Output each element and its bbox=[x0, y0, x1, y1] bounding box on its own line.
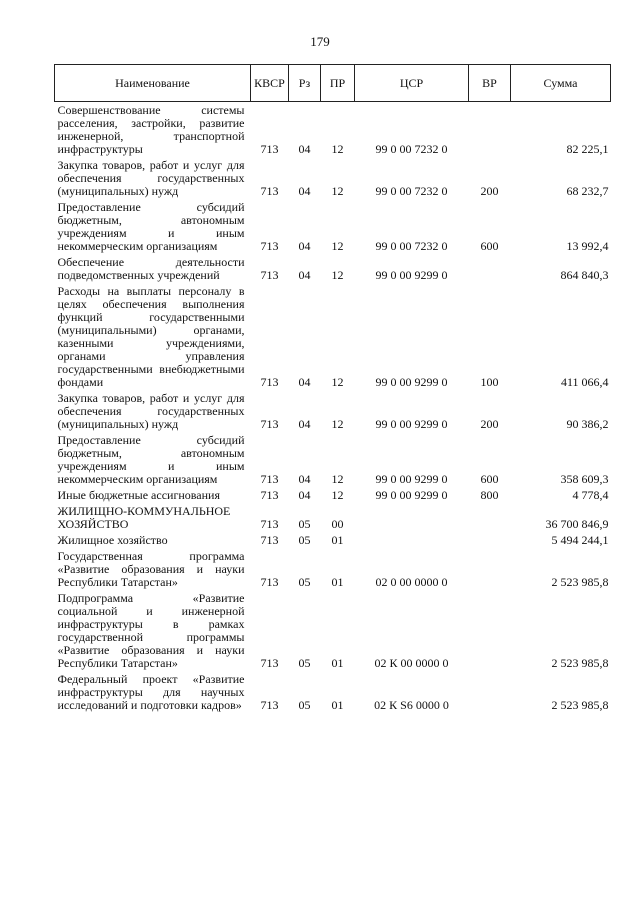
table-row bbox=[55, 532, 611, 548]
table-row bbox=[55, 671, 611, 713]
cell-rz: 04 bbox=[298, 472, 311, 486]
cell-kvsr: 713 bbox=[260, 656, 279, 670]
table-row bbox=[55, 487, 611, 503]
cell-csr: 99 0 00 9299 0 bbox=[375, 472, 448, 486]
cell-vr bbox=[469, 503, 511, 532]
cell-name: Предоставление субсидий бюджетным, автономным учреждениям и иным некоммерческим организациям bbox=[57, 200, 245, 253]
cell-rz: 04 bbox=[298, 184, 311, 198]
cell-kvsr: 713 bbox=[260, 239, 279, 253]
cell-name: Федеральный проект «Развитие инфраструктуры для научных исследований и подготовки кадров» bbox=[57, 672, 245, 712]
cell-csr: 02 0 00 0000 0 bbox=[375, 575, 448, 589]
cell-rz: 04 bbox=[298, 417, 311, 431]
table-row bbox=[55, 390, 611, 432]
table-row bbox=[55, 548, 611, 590]
cell-vr: 200 bbox=[480, 184, 499, 198]
cell-csr bbox=[355, 532, 469, 548]
cell-name: ЖИЛИЩНО-КОММУНАЛЬНОЕ ХОЗЯЙСТВО bbox=[57, 504, 231, 531]
cell-kvsr: 713 bbox=[260, 184, 279, 198]
cell-csr: 99 0 00 7232 0 bbox=[375, 239, 448, 253]
header-rz: Рз bbox=[289, 65, 321, 102]
cell-vr: 100 bbox=[480, 375, 499, 389]
cell-sum: 2 523 985,8 bbox=[551, 698, 609, 712]
cell-vr: 600 bbox=[480, 239, 499, 253]
cell-vr bbox=[469, 532, 511, 548]
cell-csr: 99 0 00 9299 0 bbox=[375, 375, 448, 389]
page-number: 179 bbox=[310, 34, 330, 49]
cell-pr: 01 bbox=[331, 698, 344, 712]
cell-kvsr: 713 bbox=[260, 533, 279, 547]
cell-sum: 4 778,4 bbox=[572, 488, 609, 502]
cell-csr: 99 0 00 9299 0 bbox=[375, 488, 448, 502]
cell-sum: 68 232,7 bbox=[566, 184, 609, 198]
header-kvsr: КВСР bbox=[251, 65, 289, 102]
cell-kvsr: 713 bbox=[260, 417, 279, 431]
cell-csr: 02 К S6 0000 0 bbox=[374, 698, 449, 712]
cell-pr: 12 bbox=[331, 375, 344, 389]
cell-sum: 36 700 846,9 bbox=[545, 517, 609, 531]
cell-kvsr: 713 bbox=[260, 488, 279, 502]
cell-kvsr: 713 bbox=[260, 375, 279, 389]
cell-rz: 05 bbox=[298, 656, 311, 670]
cell-pr: 00 bbox=[331, 517, 344, 531]
header-pr: ПР bbox=[321, 65, 355, 102]
cell-sum: 13 992,4 bbox=[566, 239, 609, 253]
cell-rz: 05 bbox=[298, 698, 311, 712]
cell-name: Жилищное хозяйство bbox=[57, 533, 168, 547]
cell-csr: 99 0 00 9299 0 bbox=[375, 417, 448, 431]
table-body bbox=[55, 102, 611, 714]
cell-vr: 800 bbox=[480, 488, 499, 502]
cell-csr: 02 К 00 0000 0 bbox=[374, 656, 449, 670]
cell-vr bbox=[469, 671, 511, 713]
cell-name: Обеспечение деятельности подведомственных учреждений bbox=[57, 255, 245, 282]
cell-kvsr: 713 bbox=[260, 268, 279, 282]
cell-rz: 04 bbox=[298, 142, 311, 156]
cell-rz: 05 bbox=[298, 533, 311, 547]
cell-rz: 04 bbox=[298, 239, 311, 253]
table-row bbox=[55, 590, 611, 671]
cell-csr: 99 0 00 7232 0 bbox=[375, 142, 448, 156]
cell-pr: 12 bbox=[331, 142, 344, 156]
table-row bbox=[55, 432, 611, 487]
cell-csr bbox=[355, 503, 469, 532]
cell-kvsr: 713 bbox=[260, 575, 279, 589]
table-header bbox=[55, 65, 611, 102]
cell-csr: 99 0 00 9299 0 bbox=[375, 268, 448, 282]
cell-vr bbox=[469, 254, 511, 283]
cell-rz: 04 bbox=[298, 375, 311, 389]
table-row bbox=[55, 503, 611, 532]
cell-name: Совершенствование системы расселения, застройки, развитие инженерной, транспортной инфраструктуры bbox=[57, 103, 245, 156]
cell-sum: 5 494 244,1 bbox=[551, 533, 609, 547]
cell-rz: 05 bbox=[298, 575, 311, 589]
cell-rz: 05 bbox=[298, 517, 311, 531]
table-row bbox=[55, 102, 611, 158]
cell-name: Иные бюджетные ассигнования bbox=[57, 488, 220, 502]
table-row bbox=[55, 283, 611, 390]
header-vr: ВР bbox=[469, 65, 511, 102]
cell-pr: 12 bbox=[331, 239, 344, 253]
cell-kvsr: 713 bbox=[260, 698, 279, 712]
cell-sum: 90 386,2 bbox=[566, 417, 609, 431]
cell-vr bbox=[469, 590, 511, 671]
cell-sum: 82 225,1 bbox=[566, 142, 609, 156]
cell-pr: 12 bbox=[331, 488, 344, 502]
cell-pr: 12 bbox=[331, 417, 344, 431]
cell-sum: 864 840,3 bbox=[560, 268, 609, 282]
cell-vr bbox=[469, 102, 511, 158]
cell-kvsr: 713 bbox=[260, 472, 279, 486]
cell-kvsr: 713 bbox=[260, 142, 279, 156]
cell-sum: 2 523 985,8 bbox=[551, 656, 609, 670]
cell-pr: 01 bbox=[331, 533, 344, 547]
table-row bbox=[55, 157, 611, 199]
header-csr: ЦСР bbox=[355, 65, 469, 102]
cell-vr: 200 bbox=[480, 417, 499, 431]
cell-rz: 04 bbox=[298, 488, 311, 502]
header-sum: Сумма bbox=[511, 65, 611, 102]
cell-name: Закупка товаров, работ и услуг для обеспечения государственных (муниципальных) нужд bbox=[57, 158, 245, 198]
cell-sum: 411 066,4 bbox=[560, 375, 609, 389]
cell-sum: 2 523 985,8 bbox=[551, 575, 609, 589]
cell-pr: 12 bbox=[331, 184, 344, 198]
cell-sum: 358 609,3 bbox=[560, 472, 609, 486]
table-row bbox=[55, 199, 611, 254]
cell-rz: 04 bbox=[298, 268, 311, 282]
table-row bbox=[55, 254, 611, 283]
cell-pr: 12 bbox=[331, 268, 344, 282]
cell-name: Государственная программа «Развитие образования и науки Республики Татарстан» bbox=[57, 549, 245, 589]
cell-kvsr: 713 bbox=[260, 517, 279, 531]
cell-pr: 01 bbox=[331, 575, 344, 589]
budget-table bbox=[54, 64, 611, 713]
cell-name: Закупка товаров, работ и услуг для обеспечения государственных (муниципальных) нужд bbox=[57, 391, 245, 431]
cell-pr: 01 bbox=[331, 656, 344, 670]
header-name: Наименование bbox=[55, 65, 251, 102]
cell-pr: 12 bbox=[331, 472, 344, 486]
cell-name: Предоставление субсидий бюджетным, автономным учреждениям и иным некоммерческим организациям bbox=[57, 433, 245, 486]
cell-name: Расходы на выплаты персоналу в целях обеспечения выполнения функций государственными (муниципальными) органами, казенными учреждениями, органами управления государственными внебюджетными фондами bbox=[57, 284, 245, 389]
cell-name: Подпрограмма «Развитие социальной и инженерной инфраструктуры в рамках государственной программы «Развитие образования и науки Республики Татарстан» bbox=[57, 591, 245, 670]
cell-vr bbox=[469, 548, 511, 590]
cell-csr: 99 0 00 7232 0 bbox=[375, 184, 448, 198]
cell-vr: 600 bbox=[480, 472, 499, 486]
